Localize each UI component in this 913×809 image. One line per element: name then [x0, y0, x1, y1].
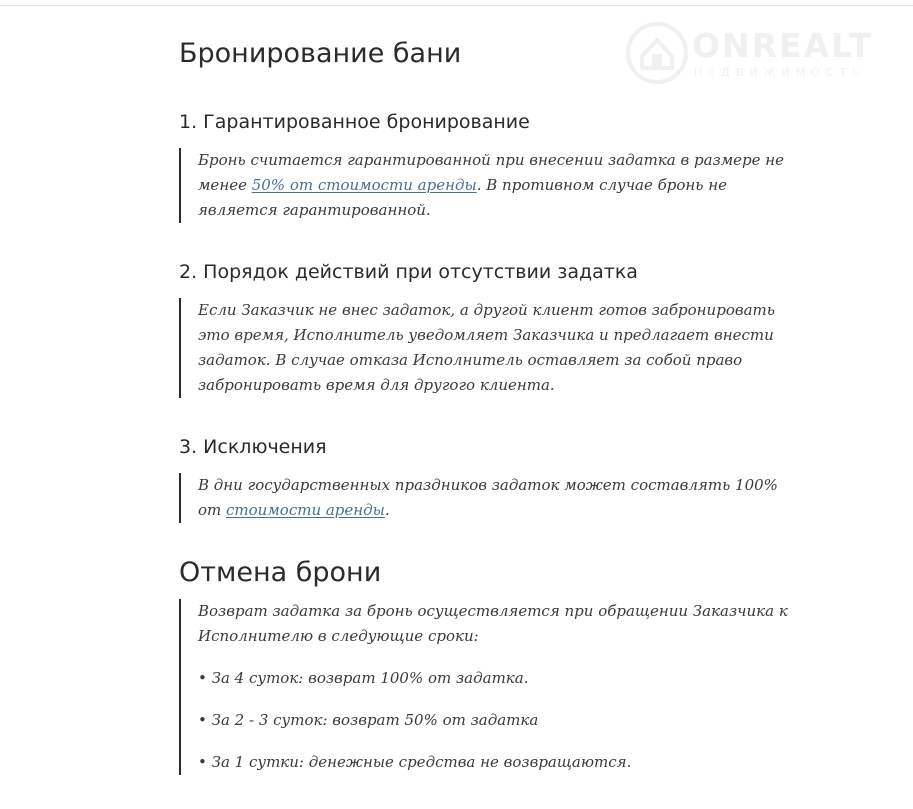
house-icon [626, 22, 688, 84]
top-divider [0, 5, 913, 6]
blockquote-no-deposit [179, 298, 788, 398]
blockquote-exceptions [179, 473, 788, 523]
watermark-logo [626, 22, 896, 84]
subsection-heading-exceptions: 3. Исключения [179, 436, 327, 458]
list-item: • За 1 сутки: денежные средства не возвращаются. [198, 753, 632, 771]
text-segment: . [384, 501, 390, 519]
paragraph-exceptions [198, 473, 788, 523]
link-rental-price[interactable]: 50% от стоимости аренды [251, 176, 477, 194]
link-rental-cost[interactable]: стоимости аренды [226, 501, 385, 519]
list-item: • За 2 - 3 суток: возврат 50% от задатка [198, 711, 539, 729]
watermark-subtitle: НЕДВИЖИМОСТЬ [694, 66, 866, 79]
blockquote-guaranteed [179, 148, 788, 223]
watermark-brand: ONREALT [692, 26, 874, 65]
subsection-heading-no-deposit: 2. Порядок действий при отсутствии задатка [179, 261, 638, 283]
text-segment: В дни государственных праздников задаток может составлять 100% от [198, 476, 778, 519]
paragraph-cancellation-intro: Возврат задатка за бронь осуществляется при обращении Заказчика к Исполнителю в следующие сроки: [198, 602, 788, 645]
list-item: • За 4 суток: возврат 100% от задатка. [198, 669, 529, 687]
section-title-booking: Бронирование бани [179, 38, 462, 69]
subsection-heading-guaranteed: 1. Гарантированное бронирование [179, 111, 530, 133]
paragraph-no-deposit: Если Заказчик не внес задаток, а другой клиент готов забронировать это время, Исполнитель уведомляет Заказчика и предлагает внести задаток. В случае отказа Исполнитель оставляет за собой право забронировать время для другого клиента. [198, 301, 775, 394]
text-segment: . В противном случае бронь не является гарантированной. [198, 176, 728, 219]
blockquote-cancellation [179, 599, 788, 775]
section-title-cancellation: Отмена брони [179, 557, 382, 588]
text-segment: Бронь считается гарантированной при внесении задатка в размере не менее [198, 151, 785, 194]
paragraph-guaranteed [198, 148, 788, 223]
